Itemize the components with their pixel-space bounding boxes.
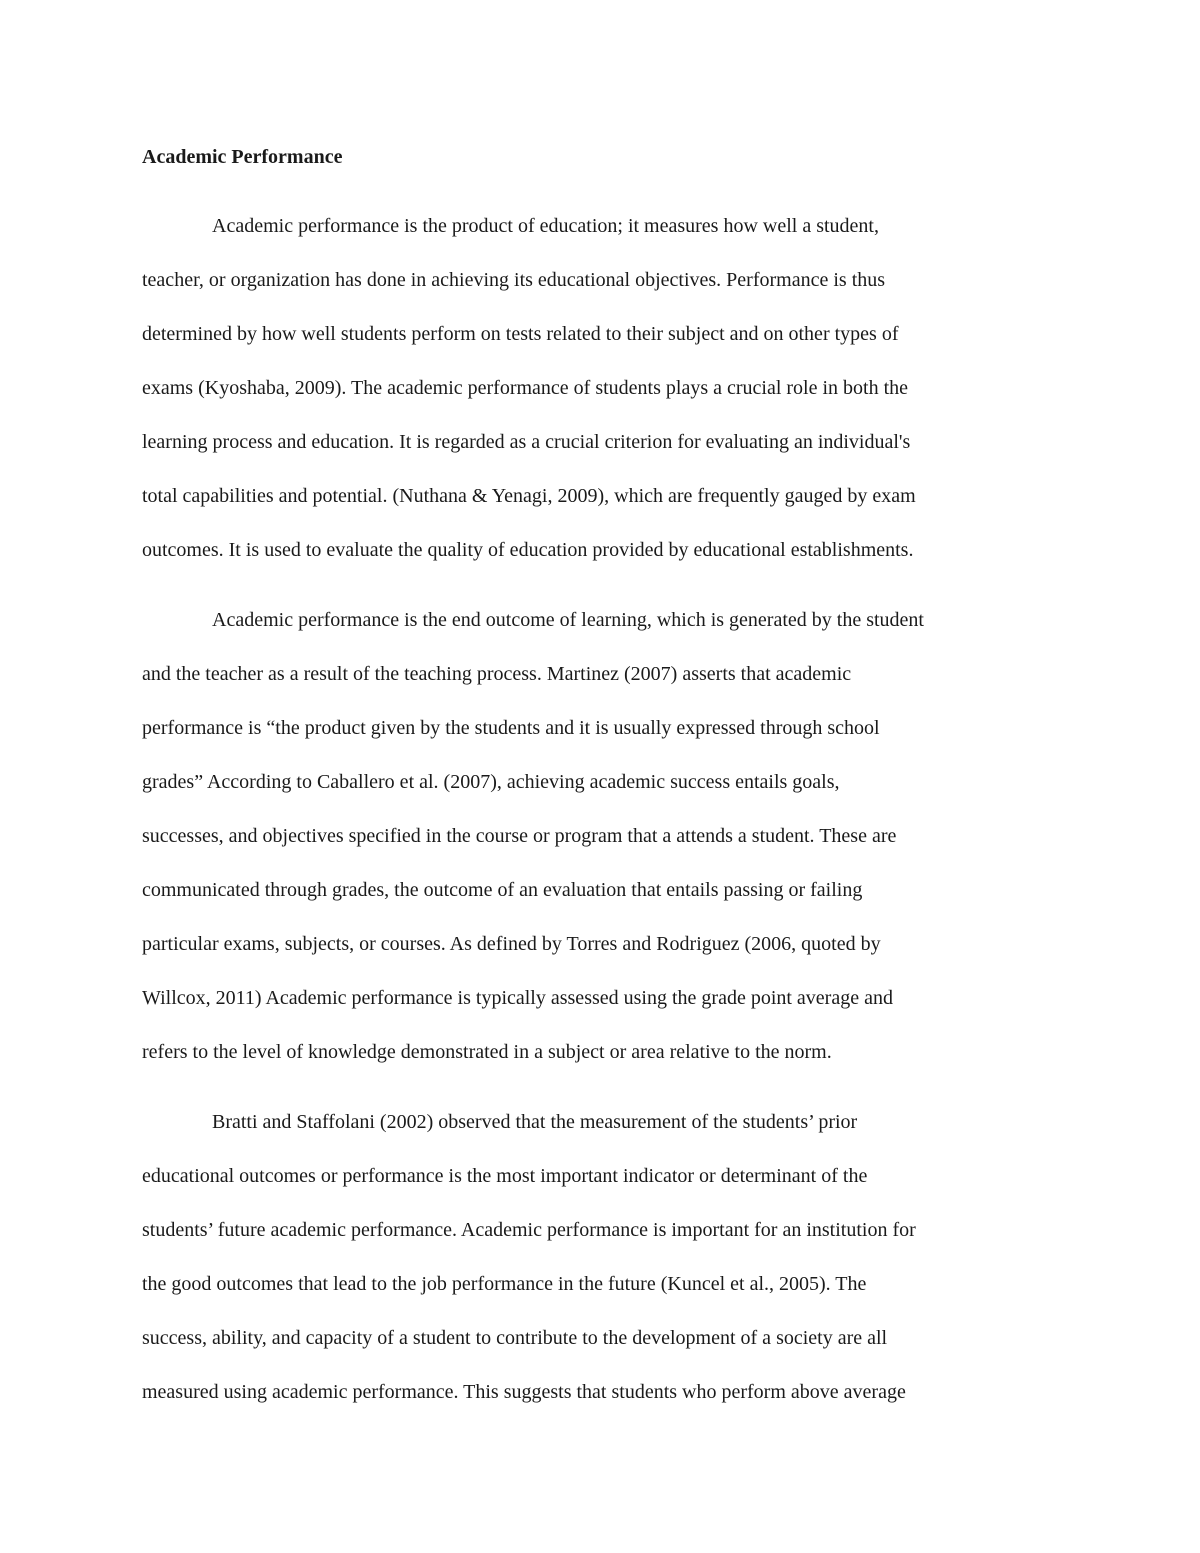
text-line: particular exams, subjects, or courses. As defined by Torres and Rodriguez (2006, quoted by	[142, 933, 881, 955]
text-line: educational outcomes or performance is the most important indicator or determinant of the	[142, 1165, 868, 1187]
text-line: total capabilities and potential. (Nuthana & Yenagi, 2009), which are frequently gauged by exam	[142, 485, 916, 507]
text-line: measured using academic performance. This suggests that students who perform above average	[142, 1381, 906, 1403]
section-heading: Academic Performance	[142, 146, 343, 168]
document-page	[142, 130, 1062, 1435]
text-line: grades” According to Caballero et al. (2007), achieving academic success entails goals,	[142, 771, 840, 793]
text-line: successes, and objectives specified in the course or program that a attends a student. These are	[142, 825, 897, 847]
text-line: learning process and education. It is regarded as a crucial criterion for evaluating an individual's	[142, 431, 911, 453]
text-line: students’ future academic performance. Academic performance is important for an institution for	[142, 1219, 916, 1241]
text-line: success, ability, and capacity of a student to contribute to the development of a society are all	[142, 1327, 888, 1349]
text-line: performance is “the product given by the students and it is usually expressed through school	[142, 717, 880, 739]
paragraph-2	[142, 593, 1062, 1079]
text-line: communicated through grades, the outcome of an evaluation that entails passing or failing	[142, 879, 863, 901]
text-line: Academic performance is the product of education; it measures how well a student,	[212, 215, 879, 237]
text-line: refers to the level of knowledge demonstrated in a subject or area relative to the norm.	[142, 1041, 832, 1063]
text-line: the good outcomes that lead to the job performance in the future (Kuncel et al., 2005). The	[142, 1273, 867, 1295]
text-line: exams (Kyoshaba, 2009). The academic performance of students plays a crucial role in both the	[142, 377, 909, 399]
text-line: determined by how well students perform on tests related to their subject and on other types of	[142, 323, 899, 345]
text-line: and the teacher as a result of the teaching process. Martinez (2007) asserts that academic	[142, 663, 852, 685]
text-line: Willcox, 2011) Academic performance is typically assessed using the grade point average and	[142, 987, 893, 1009]
paragraph-1	[142, 199, 1062, 577]
text-line: Bratti and Staffolani (2002) observed that the measurement of the students’ prior	[212, 1111, 858, 1133]
paragraph-3	[142, 1095, 1062, 1419]
text-line: Academic performance is the end outcome of learning, which is generated by the student	[212, 609, 924, 631]
text-line: teacher, or organization has done in achieving its educational objectives. Performance is thus	[142, 269, 886, 291]
text-line: outcomes. It is used to evaluate the quality of education provided by educational establishments.	[142, 539, 914, 561]
